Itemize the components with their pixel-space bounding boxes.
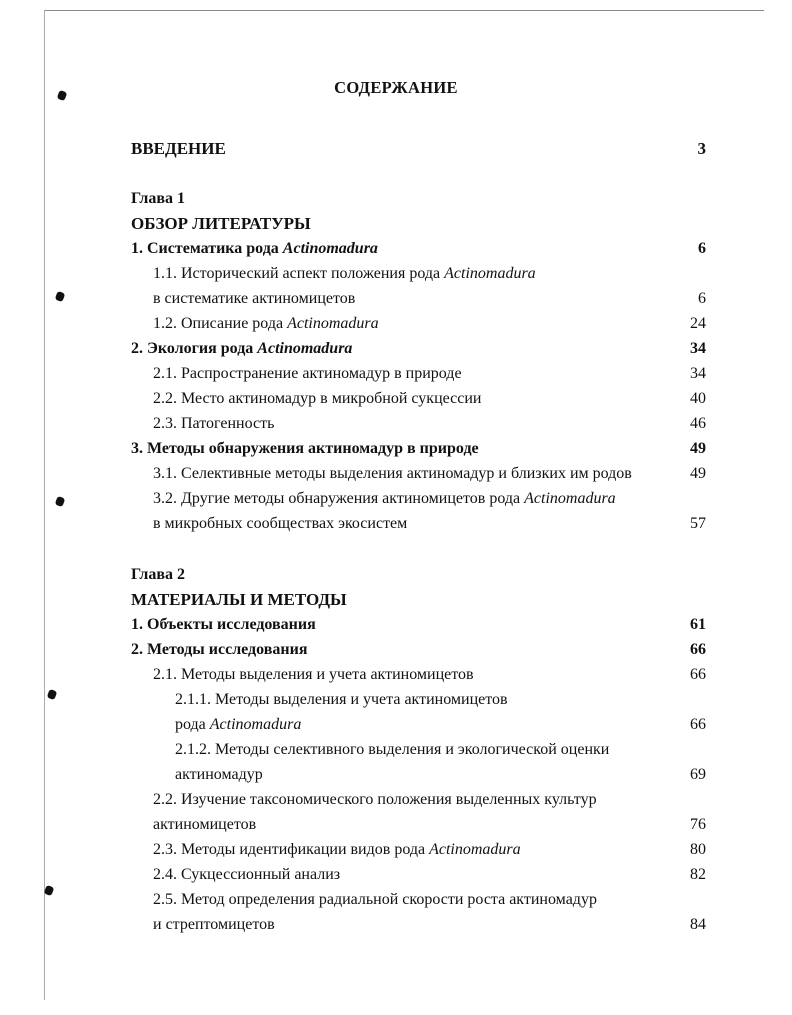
chapter-1-title — [0, 212, 792, 236]
toc-entry-label: 2.1.1. Методы выделения и учета актиномицетов — [175, 691, 508, 708]
toc-entry-1-1[interactable] — [0, 237, 792, 261]
toc-entry-label — [175, 713, 301, 737]
toc-page-number: 24 — [690, 315, 706, 332]
toc-page-number: 49 — [690, 440, 706, 457]
label-text: 1.2. Описание рода — [153, 315, 288, 332]
toc-entry-label — [153, 312, 379, 336]
toc-page-number: 34 — [690, 340, 706, 357]
toc-page-number: 40 — [690, 390, 706, 407]
toc-page-number: 61 — [690, 616, 706, 633]
toc-entry-1-1-1[interactable] — [0, 262, 792, 286]
toc-entry-label: 2.1.2. Методы селективного выделения и экологической оценки — [175, 741, 610, 758]
toc-page-number: 84 — [690, 916, 706, 933]
toc-entry-label — [153, 262, 536, 286]
toc-page-number: 57 — [690, 515, 706, 532]
label-text: 1.1. Исторический аспект положения рода — [153, 265, 445, 282]
toc-page-number: 46 — [690, 415, 706, 432]
toc-entry-2-2-1-1-cont[interactable] — [0, 713, 792, 737]
toc-entry-label: 2.5. Метод определения радиальной скорости роста актиномадур — [153, 891, 597, 908]
toc-entry-label: в микробных сообществах экосистем — [153, 515, 408, 532]
toc-entry-label: 2.1. Методы выделения и учета актиномицетов — [153, 666, 474, 683]
chapter-label: Глава 1 — [131, 190, 185, 207]
toc-page-number: 76 — [690, 816, 706, 833]
toc-entry-2-2-1[interactable] — [0, 663, 792, 687]
toc-entry-label: 1. Объекты исследования — [131, 616, 316, 633]
toc-entry-label: 2.1. Распространение актиномадур в природе — [153, 365, 462, 382]
genus-name: Actinomadura — [257, 340, 353, 357]
toc-entry-label: актиномицетов — [153, 816, 257, 833]
toc-entry-1-2[interactable] — [0, 337, 792, 361]
toc-page-number: 3 — [697, 139, 706, 158]
toc-page-number: 66 — [690, 716, 706, 733]
toc-entry-1-2-1[interactable] — [0, 362, 792, 386]
toc-page-number: 6 — [698, 290, 706, 307]
toc-entry-label — [153, 487, 616, 511]
toc-entry-1-1-1-cont[interactable] — [0, 287, 792, 311]
label-text: 1. Систематика рода — [131, 240, 283, 257]
toc-entry-label: 3. Методы обнаружения актиномадур в природе — [131, 440, 479, 457]
page-edge-top — [44, 10, 764, 11]
toc-entry-2-2-5[interactable] — [0, 888, 792, 912]
toc-page-number: 66 — [690, 641, 706, 658]
genus-name: Actinomadura — [282, 240, 378, 257]
toc-entry-label: 2.2. Изучение таксономического положения выделенных культур — [153, 791, 597, 808]
label-text: 2.3. Методы идентификации видов рода — [153, 841, 430, 858]
label-text: 2. Экология рода — [131, 340, 258, 357]
toc-entry-2-2-3[interactable] — [0, 838, 792, 862]
toc-page-number: 82 — [690, 866, 706, 883]
toc-page-number: 80 — [690, 841, 706, 858]
toc-entry-2-1[interactable] — [0, 613, 792, 637]
toc-entry-2-2-1-1[interactable] — [0, 688, 792, 712]
genus-name: Actinomadura — [209, 716, 302, 733]
toc-entry-label: 3.1. Селективные методы выделения актиномадур и близких им родов — [153, 465, 632, 482]
toc-entry-label — [131, 237, 378, 261]
chapter-2-heading — [0, 563, 792, 587]
toc-entry-1-3-2-cont[interactable] — [0, 512, 792, 536]
page-title: СОДЕРЖАНИЕ — [334, 78, 458, 97]
toc-entry-introduction[interactable] — [0, 137, 792, 161]
toc-entry-label: 2.3. Патогенность — [153, 415, 275, 432]
toc-page-number: 66 — [690, 666, 706, 683]
toc-entry-1-3-2[interactable] — [0, 487, 792, 511]
toc-entry-1-1-2[interactable] — [0, 312, 792, 336]
genus-name: Actinomadura — [429, 841, 521, 858]
toc-page-number: 49 — [690, 465, 706, 482]
toc-entry-2-2-2-cont[interactable] — [0, 813, 792, 837]
toc-entry-label — [153, 838, 521, 862]
toc-entry-label: и стрептомицетов — [153, 916, 275, 933]
toc-entry-label — [131, 337, 352, 361]
label-text: 3.2. Другие методы обнаружения актиномицетов рода — [153, 490, 525, 507]
toc-entry-2-2-2[interactable] — [0, 788, 792, 812]
genus-name: Actinomadura — [444, 265, 536, 282]
toc-entry-1-2-2[interactable] — [0, 387, 792, 411]
chapter-title: ОБЗОР ЛИТЕРАТУРЫ — [131, 214, 311, 233]
genus-name: Actinomadura — [524, 490, 616, 507]
chapter-2-title — [0, 588, 792, 612]
toc-entry-label: актиномадур — [175, 766, 263, 783]
genus-name: Actinomadura — [287, 315, 379, 332]
toc-page-number: 69 — [690, 766, 706, 783]
toc-entry-1-2-3[interactable] — [0, 412, 792, 436]
toc-page-number: 6 — [698, 240, 706, 257]
toc-entry-2-2[interactable] — [0, 638, 792, 662]
toc-entry-2-2-5-cont[interactable] — [0, 913, 792, 937]
toc-entry-1-3-1[interactable] — [0, 462, 792, 486]
toc-entry-label: ВВЕДЕНИЕ — [131, 139, 226, 158]
chapter-title: МАТЕРИАЛЫ И МЕТОДЫ — [131, 590, 347, 609]
chapter-1-heading — [0, 187, 792, 211]
toc-entry-label: 2. Методы исследования — [131, 641, 308, 658]
toc-page-number: 34 — [690, 365, 706, 382]
chapter-label: Глава 2 — [131, 566, 185, 583]
toc-entry-2-2-4[interactable] — [0, 863, 792, 887]
toc-entry-label: 2.2. Место актиномадур в микробной сукцессии — [153, 390, 482, 407]
toc-entry-label: 2.4. Сукцессионный анализ — [153, 866, 341, 883]
toc-entry-1-3[interactable] — [0, 437, 792, 461]
toc-entry-2-2-1-2-cont[interactable] — [0, 763, 792, 787]
label-text: рода — [175, 716, 210, 733]
toc-entry-2-2-1-2[interactable] — [0, 738, 792, 762]
toc-entry-label: в систематике актиномицетов — [153, 290, 356, 307]
